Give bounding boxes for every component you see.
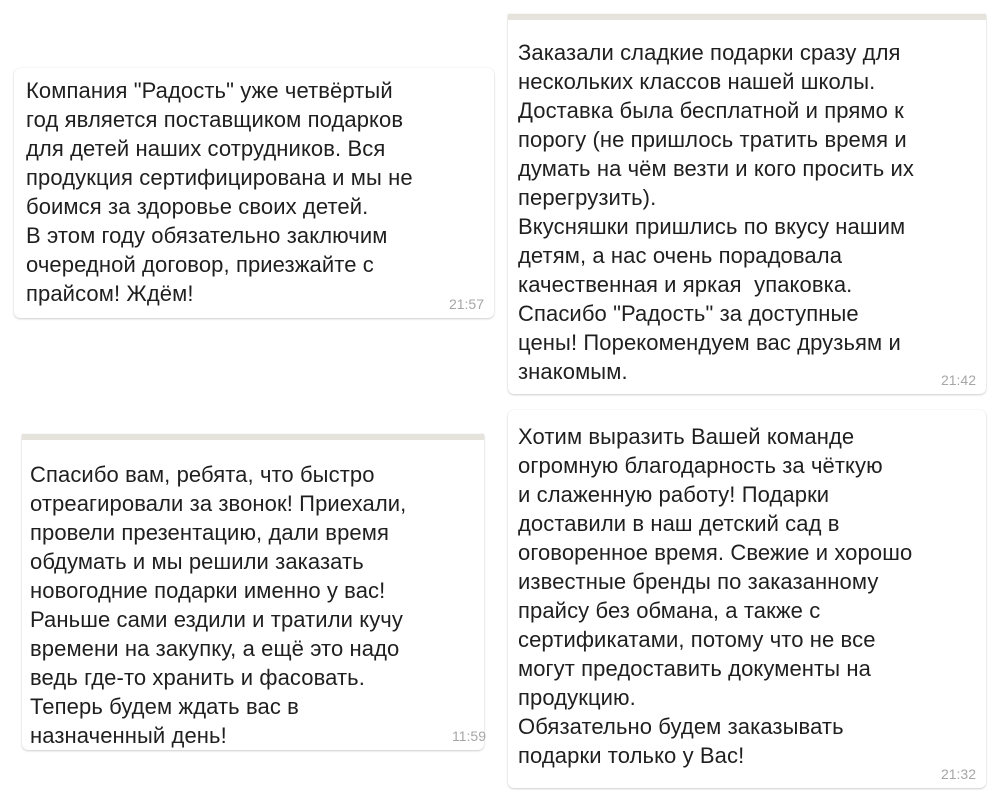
message-timestamp: 21:57 bbox=[448, 296, 484, 312]
message-timestamp: 21:42 bbox=[940, 372, 976, 388]
message-text: Хотим выразить Вашей команде огромную благодарность за чёткую и слаженную работу! Подарки доставили в наш детский сад в оговоренное время. Свежие и хорошо известные бренды по заказанному прайсу без обмана, а также с сертификатами, потому что не все могут предоставить документы на продукцию. Обязательно будем заказывать подарки только у Вас! bbox=[518, 424, 913, 768]
message-timestamp: 21:32 bbox=[940, 766, 976, 782]
message-bubble bbox=[22, 434, 484, 750]
message-bubble bbox=[508, 410, 986, 788]
message-text: Компания "Радость" уже четвёртый год является поставщиком подарков для детей наших сотрудников. Вся продукция сертифицирована и мы не боимся за здоровье своих детей. В этом году обязательно заключим очередной договор, приезжайте с прайсом! Ждём! bbox=[26, 78, 413, 306]
message-text: Заказали сладкие подарки сразу для нескольких классов нашей школы. Доставка была бесплатной и прямо к порогу (не пришлось тратить время и думать на чём везти и кого просить их перегрузить). Вкусняшки пришлись по вкусу нашим детям, а нас очень порадовала качественная и яркая упаковка. Спасибо "Радость" за доступные цены! Порекомендуем вас друзьям и знакомым. bbox=[518, 40, 915, 384]
message-bubble bbox=[508, 14, 986, 394]
message-text: Спасибо вам, ребята, что быстро отреагировали за звонок! Приехали, провели презентацию, дали время обдумать и мы решили заказать новогодние подарки именно у вас! Раньше сами ездили и тратили кучу времени на закупку, а ещё это надо ведь где-то хранить и фасовать. Теперь будем ждать вас в назначенный день! bbox=[30, 462, 407, 748]
message-timestamp: 11:59 bbox=[452, 728, 486, 744]
message-bubble bbox=[14, 68, 494, 318]
